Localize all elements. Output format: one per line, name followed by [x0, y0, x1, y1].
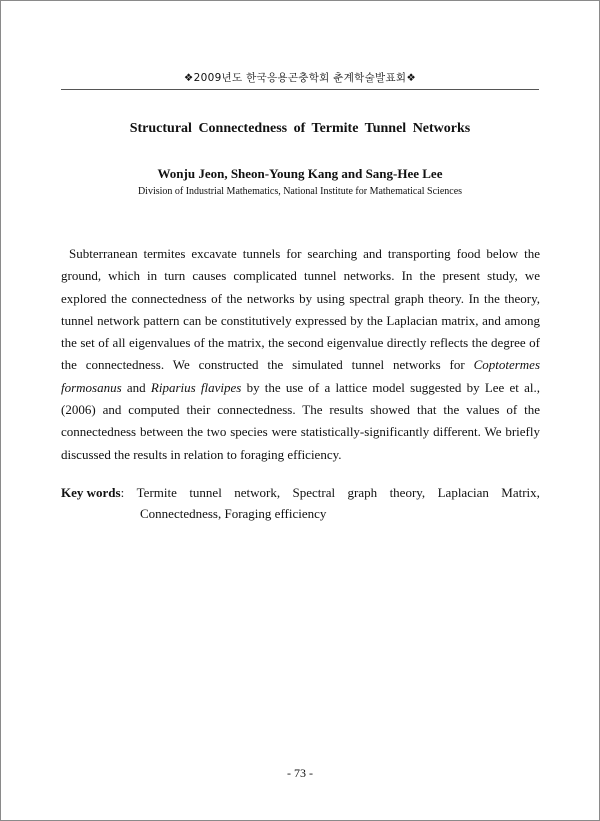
- keywords-line-1: [61, 482, 540, 503]
- keyword-word: network,: [234, 485, 281, 500]
- running-header: ❖2009년도 한국응용곤충학회 춘계학술발표회❖: [183, 72, 417, 84]
- paper-title: Structural Connectedness of Termite Tunnel Networks: [129, 121, 471, 136]
- keyword-word: theory,: [389, 485, 426, 500]
- keywords-block: [61, 482, 540, 521]
- header-rule: [61, 89, 539, 90]
- abstract-part2: by the use of a lattice model suggested by Lee et al., (2006) and computed their connectedness. The results showed that the values of the connectedness between the two species were statistically-significantly different. We briefly discussed the results in relation to foraging efficiency.: [61, 379, 541, 462]
- keywords-label: Key words: [61, 485, 121, 500]
- abstract-and: and: [126, 379, 146, 395]
- keyword-word: Matrix,: [501, 485, 540, 500]
- keywords-separator: :: [120, 485, 125, 500]
- keywords-label-group: [61, 482, 124, 503]
- keyword-word: Termite: [136, 485, 177, 500]
- keyword-word: graph: [347, 485, 378, 500]
- paper-affiliation: Division of Industrial Mathematics, National Institute for Mathematical Sciences: [137, 186, 463, 197]
- paper-authors: Wonju Jeon, Sheon-Young Kang and Sang-Hee Lee: [157, 166, 443, 181]
- keywords-line-2: Connectedness, Foraging efficiency: [140, 506, 327, 521]
- keyword-word: tunnel: [189, 485, 222, 500]
- abstract: [61, 243, 540, 466]
- abstract-part1: Subterranean termites excavate tunnels for searching and transporting food below the ground, which in turn causes complicated tunnel networks. In the present study, we explored the connectedness of the networks by using spectral graph theory. In the theory, tunnel network pattern can be constitutively expressed by the Laplacian matrix, and among the set of all eigenvalues of the matrix, the second eigenvalue directly reflects the degree of the connectedness. We constructed the simulated tunnel networks for: [61, 246, 540, 373]
- keyword-word: Spectral: [292, 485, 336, 500]
- page-number: - 73 -: [287, 766, 313, 780]
- species-name-2: Riparius flavipes: [150, 379, 242, 395]
- species-name-1: Coptotermes formosanus: [61, 357, 541, 395]
- keyword-word: Laplacian: [437, 485, 489, 500]
